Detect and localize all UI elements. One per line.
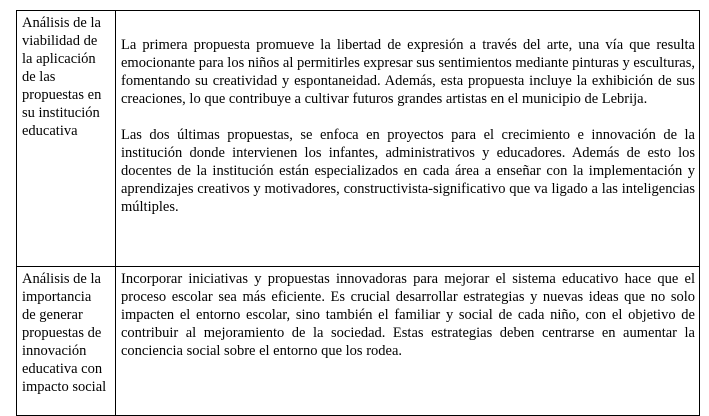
content-paragraph: Las dos últimas propuestas, se enfoca en proyectos para el crecimiento e innovación de la institución donde intervienen los infantes, administrativos y educadores. Además de esto los docentes de la institución están especializados en cada área a enseñar con la implementación y aprendizajes creativos y motivadores, constructivista-significativo que va ligado a las inteligencias múltiples. <box>121 127 695 215</box>
row-label-line: educativa <box>22 123 78 139</box>
row-label-line: importancia <box>22 289 92 305</box>
row-content-cell <box>116 11 700 267</box>
row-label-line: educativa con <box>22 361 103 377</box>
row-label-line: Análisis de la <box>22 15 101 31</box>
content-paragraph: Incorporar iniciativas y propuestas innovadoras para mejorar el sistema educativo hace que el proceso escolar sea más eficiente. Es crucial desarrollar estrategias y nuevas ideas que no solo impacten el entorno escolar, sino también el familiar y social de cada niño, con el objetivo de contribuir al mejoramiento de la sociedad. Estas estrategias deben centrarse en aumentar la conciencia social sobre el entorno que los rodea. <box>121 271 695 359</box>
row-label-line: Análisis de la <box>22 271 101 287</box>
table-row <box>17 11 700 267</box>
row-label-line: la aplicación <box>22 51 96 67</box>
analysis-table <box>16 10 700 416</box>
row-label-line: su institución <box>22 105 100 121</box>
row-label-line: propuestas en <box>22 87 102 103</box>
row-label-line: innovación <box>22 343 87 359</box>
content-paragraph: La primera propuesta promueve la libertad de expresión a través del arte, una vía que resulta emocionante para los niños al permitirles expresar sus sentimientos mediante pinturas y esculturas, fomentando su creatividad y espontaneidad. Además, esta propuesta incluye la exhibición de sus creaciones, lo que contribuye a cultivar futuros grandes artistas en el municipio de Lebrija. <box>121 37 695 107</box>
row-label-line: propuestas de <box>22 325 102 341</box>
row-label-line: impacto social <box>22 379 107 395</box>
table-row <box>17 267 700 416</box>
row-content-cell <box>116 267 700 416</box>
row-label-line: de las <box>22 69 56 85</box>
row-label-cell <box>17 11 116 267</box>
row-label-line: de generar <box>22 307 83 323</box>
row-label-cell <box>17 267 116 416</box>
row-label-line: viabilidad de <box>22 33 98 49</box>
